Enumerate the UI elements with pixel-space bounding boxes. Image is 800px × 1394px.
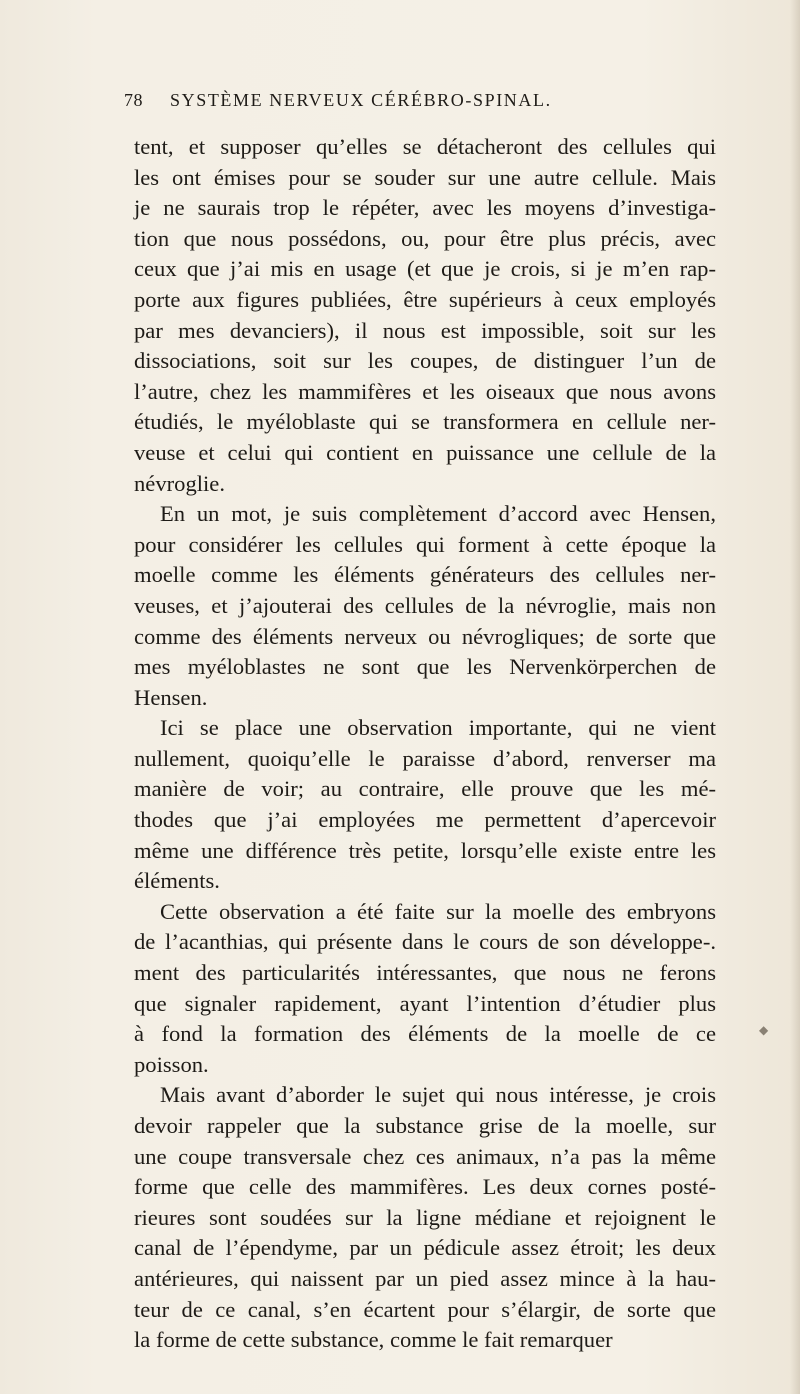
text-line: ceux que j’ai mis en usage (et que je crois, si je m’en rap- — [134, 256, 716, 282]
text-line: étudiés, le myéloblaste qui se transformera en cellule ner- — [134, 409, 716, 435]
text-line: poisson. — [134, 1051, 209, 1077]
text-line: thodes que j’ai employées me permettent d’apercevoir — [134, 807, 716, 833]
text-line: Mais avant d’aborder le sujet qui nous intéresse, je crois — [160, 1082, 716, 1108]
text-line: tion que nous possédons, ou, pour être plus précis, avec — [134, 225, 716, 251]
paragraph — [134, 897, 716, 1081]
text-line: de l’acanthias, qui présente dans le cours de son développe-. — [134, 929, 716, 955]
text-line: porte aux figures publiées, être supérieurs à ceux employés — [134, 286, 716, 312]
text-line: à fond la formation des éléments de la moelle de ce — [134, 1021, 716, 1047]
text-line: forme que celle des mammifères. Les deux cornes posté- — [134, 1174, 716, 1200]
text-line: nullement, quoiqu’elle le paraisse d’abord, renverser ma — [134, 745, 716, 771]
text-line: tent, et supposer qu’elles se détacheront des cellules qui — [134, 134, 716, 159]
text-line: Ici se place une observation importante, qui ne vient — [160, 715, 716, 741]
page-header — [124, 90, 684, 118]
paragraph — [134, 132, 716, 499]
text-line: veuse et celui qui contient en puissance une cellule de la — [134, 439, 716, 465]
margin-mark: ◆ — [759, 1023, 769, 1037]
text-line: pour considérer les cellules qui forment à cette époque la — [134, 531, 716, 557]
text-line: dissociations, soit sur les coupes, de distinguer l’un de — [134, 348, 716, 374]
text-line: canal de l’épendyme, par un pédicule assez étroit; les deux — [134, 1235, 716, 1261]
text-line: la forme de cette substance, comme le fait remarquer — [134, 1327, 613, 1353]
text-line: les ont émises pour se souder sur une autre cellule. Mais — [134, 164, 716, 190]
text-line: Hensen. — [134, 684, 208, 710]
body-text — [134, 132, 716, 1356]
text-line: En un mot, je suis complètement d’accord avec Hensen, — [160, 501, 716, 527]
running-title: SYSTÈME NERVEUX CÉRÉBRO-SPINAL. — [170, 90, 552, 110]
paragraph — [134, 1080, 716, 1355]
page-number: 78 — [124, 90, 143, 110]
text-line: teur de ce canal, s’en écartent pour s’élargir, de sorte que — [134, 1296, 716, 1322]
text-line: Cette observation a été faite sur la moelle des embryons — [160, 898, 716, 924]
text-line: antérieures, qui naissent par un pied assez mince à la hau- — [134, 1265, 716, 1291]
text-line: par mes devanciers), il nous est impossible, soit sur les — [134, 317, 716, 343]
text-line: même une différence très petite, lorsqu’elle existe entre les — [134, 837, 716, 863]
text-line: manière de voir; au contraire, elle prouve que les mé- — [134, 776, 716, 802]
text-line: veuses, et j’ajouterai des cellules de la névroglie, mais non — [134, 592, 716, 618]
text-line: mes myéloblastes ne sont que les Nervenkörperchen de — [134, 654, 716, 680]
text-line: rieures sont soudées sur la ligne médiane et rejoignent le — [134, 1204, 716, 1230]
text-line: éléments. — [134, 868, 220, 894]
text-line: l’autre, chez les mammifères et les oiseaux que nous avons — [134, 378, 716, 404]
text-line: une coupe transversale chez ces animaux, n’a pas la même — [134, 1143, 716, 1169]
text-line: que signaler rapidement, ayant l’intention d’étudier plus — [134, 990, 716, 1016]
text-line: devoir rappeler que la substance grise de la moelle, sur — [134, 1113, 716, 1138]
text-line: comme des éléments nerveux ou névrogliques; de sorte que — [134, 623, 716, 649]
paragraph — [134, 713, 716, 897]
text-line: névroglie. — [134, 470, 225, 496]
paragraph — [134, 499, 716, 713]
text-line: ment des particularités intéressantes, que nous ne ferons — [134, 960, 716, 986]
page-edge-shadow — [790, 0, 800, 1394]
text-line: moelle comme les éléments générateurs des cellules ner- — [134, 562, 716, 588]
text-line: je ne saurais trop le répéter, avec les moyens d’investiga- — [134, 195, 716, 221]
